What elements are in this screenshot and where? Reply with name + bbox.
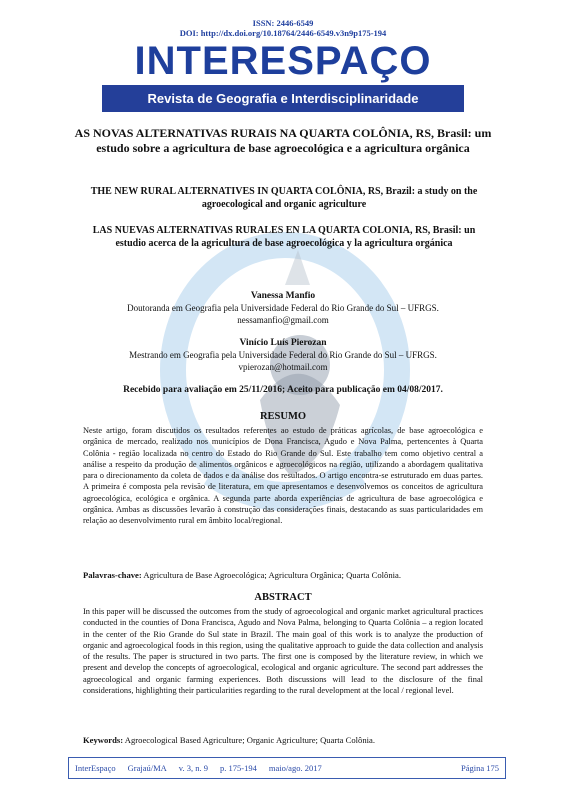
- footer-date: maio/ago. 2017: [268, 763, 322, 773]
- title-english: THE NEW RURAL ALTERNATIVES IN QUARTA COLÔNIA, RS, Brazil: a study on the agroecological and organic agriculture: [90, 186, 478, 210]
- doi-link[interactable]: DOI: http://dx.doi.org/10.18764/2446-6549.v3n9p175-194: [179, 28, 387, 38]
- author-affiliation: Doutoranda em Geografia pela Universidade Federal do Rio Grande do Sul – UFRGS.: [127, 303, 439, 313]
- author-name: Vinício Luís Pierozan: [239, 338, 327, 348]
- resumo-text: Neste artigo, foram discutidos os resultados referentes ao estudo de práticas agrícolas, de base agroecológica e orgânica de mercado, realizado nos municípios de Dona Francisca, Agudo e Nova Palma, pertencentes à Quarta Colônia - região localizada no centro do Estado do Rio Grande do Sul. Este trabalho tem como objetivo central a análise a respeito da produção de alimentos orgânicos e agroecológicos na região, utilizando a abordagem qualitativa para o direcionamento da coleta de dados e da análise dos resultados. O artigo encontra-se estruturado em duas partes. A primeira é composta pela revisão de literatura, em que apresentamos e desenvolvemos os conceitos de agricultura agroecológica, ecológica e orgânica. A segunda parte aborda experiências de agricultura de base agroecológica e orgânica. Ambas as discussões levarão à construção das considerações finais, destacando as suas particularidades em relação ao desenvolvimento rural em âmbito local/regional.: [83, 426, 483, 526]
- keywords-label: Keywords:: [83, 735, 124, 745]
- author-affiliation: Mestrando em Geografia pela Universidade Federal do Rio Grande do Sul – UFRGS.: [129, 350, 437, 360]
- received-dates: Recebido para avaliação em 25/11/2016; Aceito para publicação em 04/08/2017.: [123, 385, 443, 395]
- journal-logo-title: INTERESPAÇO: [134, 39, 432, 83]
- author-block: [60, 337, 506, 373]
- author-block: [60, 290, 506, 326]
- abstract-heading: ABSTRACT: [254, 592, 312, 603]
- footer-page-number: Página 175: [460, 763, 499, 773]
- author-email[interactable]: nessamanfio@gmail.com: [237, 315, 329, 325]
- resumo-heading: RESUMO: [259, 411, 307, 422]
- footer-volume: v. 3, n. 9: [178, 763, 208, 773]
- issn: ISSN: 2446-6549: [252, 18, 314, 28]
- keywords-list: Agricultura de Base Agroecológica; Agricultura Orgânica; Quarta Colônia.: [143, 570, 401, 580]
- footer-journal: InterEspaço: [75, 763, 116, 773]
- author-name: Vanessa Manfio: [250, 291, 316, 301]
- journal-subtitle-banner: Revista de Geografia e Interdisciplinaridade: [102, 85, 464, 112]
- keywords-list: Agroecological Based Agriculture; Organic Agriculture; Quarta Colônia.: [124, 735, 375, 745]
- keywords-label: Palavras-chave:: [83, 570, 142, 580]
- footer-place: Grajaú/MA: [127, 763, 167, 773]
- resumo-keywords: [83, 570, 483, 581]
- title-portuguese: AS NOVAS ALTERNATIVAS RURAIS NA QUARTA COLÔNIA, RS, Brasil: um estudo sobre a agricultura de base agroecológica e a agricultura orgânica: [74, 126, 492, 155]
- author-email[interactable]: vpierozan@hotmail.com: [238, 362, 328, 372]
- title-spanish: LAS NUEVAS ALTERNATIVAS RURALES EN LA QUARTA COLONIA, RS, Brasil: un estudio acerca de la agricultura de base agroecológica y la agricultura orgánica: [92, 225, 476, 249]
- page-footer: [68, 757, 506, 779]
- abstract-text: In this paper will be discussed the outcomes from the study of agroecological and organic market agricultural practices conducted in the counties of Dona Francisca, Agudo and Nova Palma, belonging to Quarta Colônia – a region located in the center of the Rio Grande do Sul state in Brazil. The main goal of this work is to analyze the production of organic and agroecological foods in this region, using the qualitative approach to guide the data collection and analysis of the results. The paper is structured in two parts. The first one is composed by the literature review, in which we present and develop the concepts of agroecological, ecological and organic agriculture. The second part addresses the agroecological and organic farming experiences. Both discussions will lead to the disclosure of the final considerations, highlighting their particularities regarding to the rural development at the local / regional level.: [83, 607, 483, 696]
- abstract-keywords: [83, 735, 483, 746]
- footer-pages: p. 175-194: [219, 763, 257, 773]
